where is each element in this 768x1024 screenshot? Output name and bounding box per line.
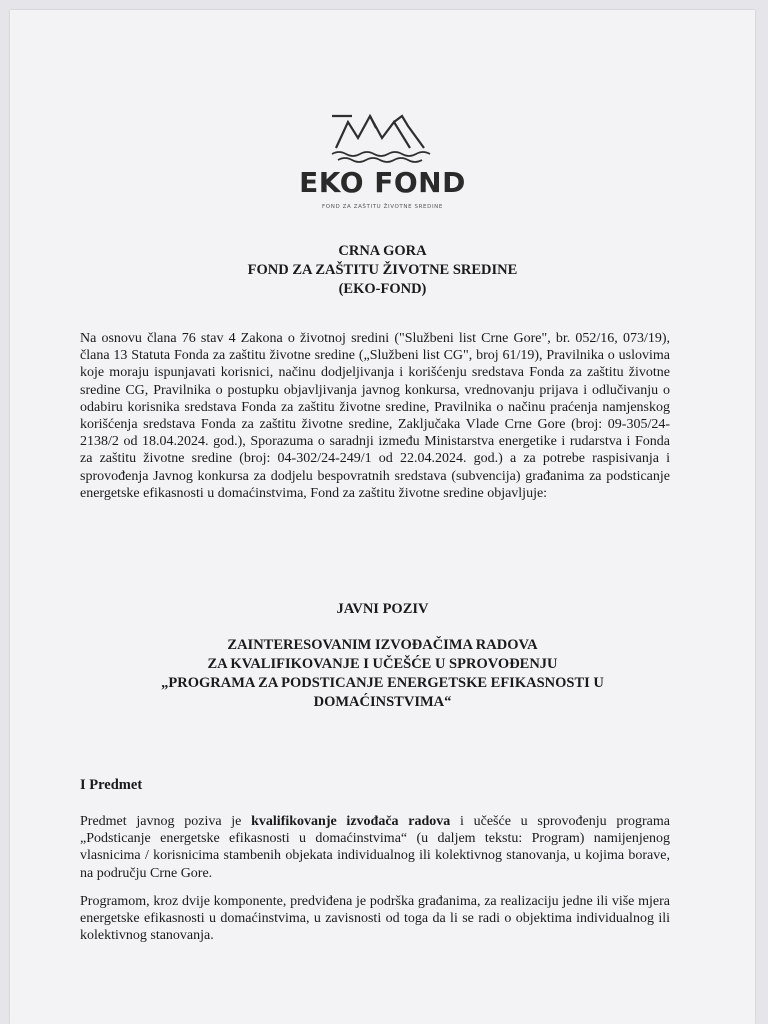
header-line-country: CRNA GORA bbox=[338, 243, 427, 259]
section-paragraph-2: Programom, kroz dvije komponente, predviđena je podrška građanima, za realizaciju jedne ili više mjera energetske efikasnosti u domaćinstvima, u zavisnosti od toga da li se radi o objektima individualnog ili kolektivnog stanovanja. bbox=[80, 894, 670, 944]
document-page bbox=[10, 10, 755, 1024]
paragraph-1-bold-text: kvalifikovanje izvođača radova bbox=[251, 814, 451, 829]
mountains-waves-logo-icon bbox=[318, 108, 448, 166]
call-title: JAVNI POZIV bbox=[336, 601, 429, 617]
paragraph-1-text-start: Predmet javnog poziva je bbox=[80, 814, 252, 829]
call-subtitle bbox=[10, 636, 755, 712]
section-paragraph-1 bbox=[80, 813, 670, 882]
intro-paragraph: Na osnovu člana 76 stav 4 Zakona o životnoj sredini ("Službeni list Crne Gore", br. 052/16, 073/19), člana 13 Statuta Fonda za zaštitu životne sredine („Službeni list CG", broj 61/19), Pravilnika o uslovima koje moraju ispunjavati korisnici, načinu dodjeljivanja i korišćenju sredstava Fonda za zaštitu životne sredine CG, Pravilnika o postupku objavljivanja javnog konkursa, vrednovanju prijava i odlučivanju o odabiru korisnika sredstava Fonda za zaštitu životne sredine, Pravilnika o načinu praćenja namjenskog korišćenja sredstava Fonda za zaštitu životne sredine, Zaključaka Vlade Crne Gore (broj: 09-305/24-2138/2 od 18.04.2024. god.), Sporazuma o saradnji između Ministarstva energetike i rudarstva i Fonda za zaštitu životne sredine (broj: 04-302/24-249/1 od 22.04.2024. god.) a za potrebe raspisivanja i sprovođenja Javnog konkursa za dodjelu bespovratnih sredstava (subvencija) građanima za podsticanje energetske efikasnosti u domaćinstvima, Fond za zaštitu životne sredine objavljuje: bbox=[80, 331, 670, 501]
organization-header bbox=[10, 242, 755, 299]
logo-title: EKO FOND bbox=[299, 166, 466, 199]
eko-fond-logo bbox=[10, 108, 755, 210]
logo-subtitle: FOND ZA ZAŠTITU ŽIVOTNE SREDINE bbox=[322, 204, 443, 210]
call-subtitle-line-3: „PROGRAMA ZA PODSTICANJE ENERGETSKE EFIKASNOSTI U bbox=[161, 675, 604, 691]
section-heading-predmet: I Predmet bbox=[80, 777, 143, 793]
paragraph-1-text-end: i učešće u sprovođenju programa „Podsticanje energetske efikasnosti u domaćinstvima“ (u daljem tekstu: Program) namijenjenog vlasnicima / korisnicima stambenih objekata individualnog ili kolektivnog stanovanja, u kojima borave, na području Crne Gore. bbox=[80, 814, 670, 881]
header-line-abbrev: (EKO-FOND) bbox=[338, 281, 427, 297]
call-subtitle-line-4: DOMAĆINSTVIMA“ bbox=[313, 694, 452, 710]
call-subtitle-line-2: ZA KVALIFIKOVANJE I UČEŠĆE U SPROVOĐENJU bbox=[207, 656, 558, 672]
header-line-fund: FOND ZA ZAŠTITU ŽIVOTNE SREDINE bbox=[247, 262, 518, 278]
call-subtitle-line-1: ZAINTERESOVANIM IZVOĐAČIMA RADOVA bbox=[227, 637, 538, 653]
